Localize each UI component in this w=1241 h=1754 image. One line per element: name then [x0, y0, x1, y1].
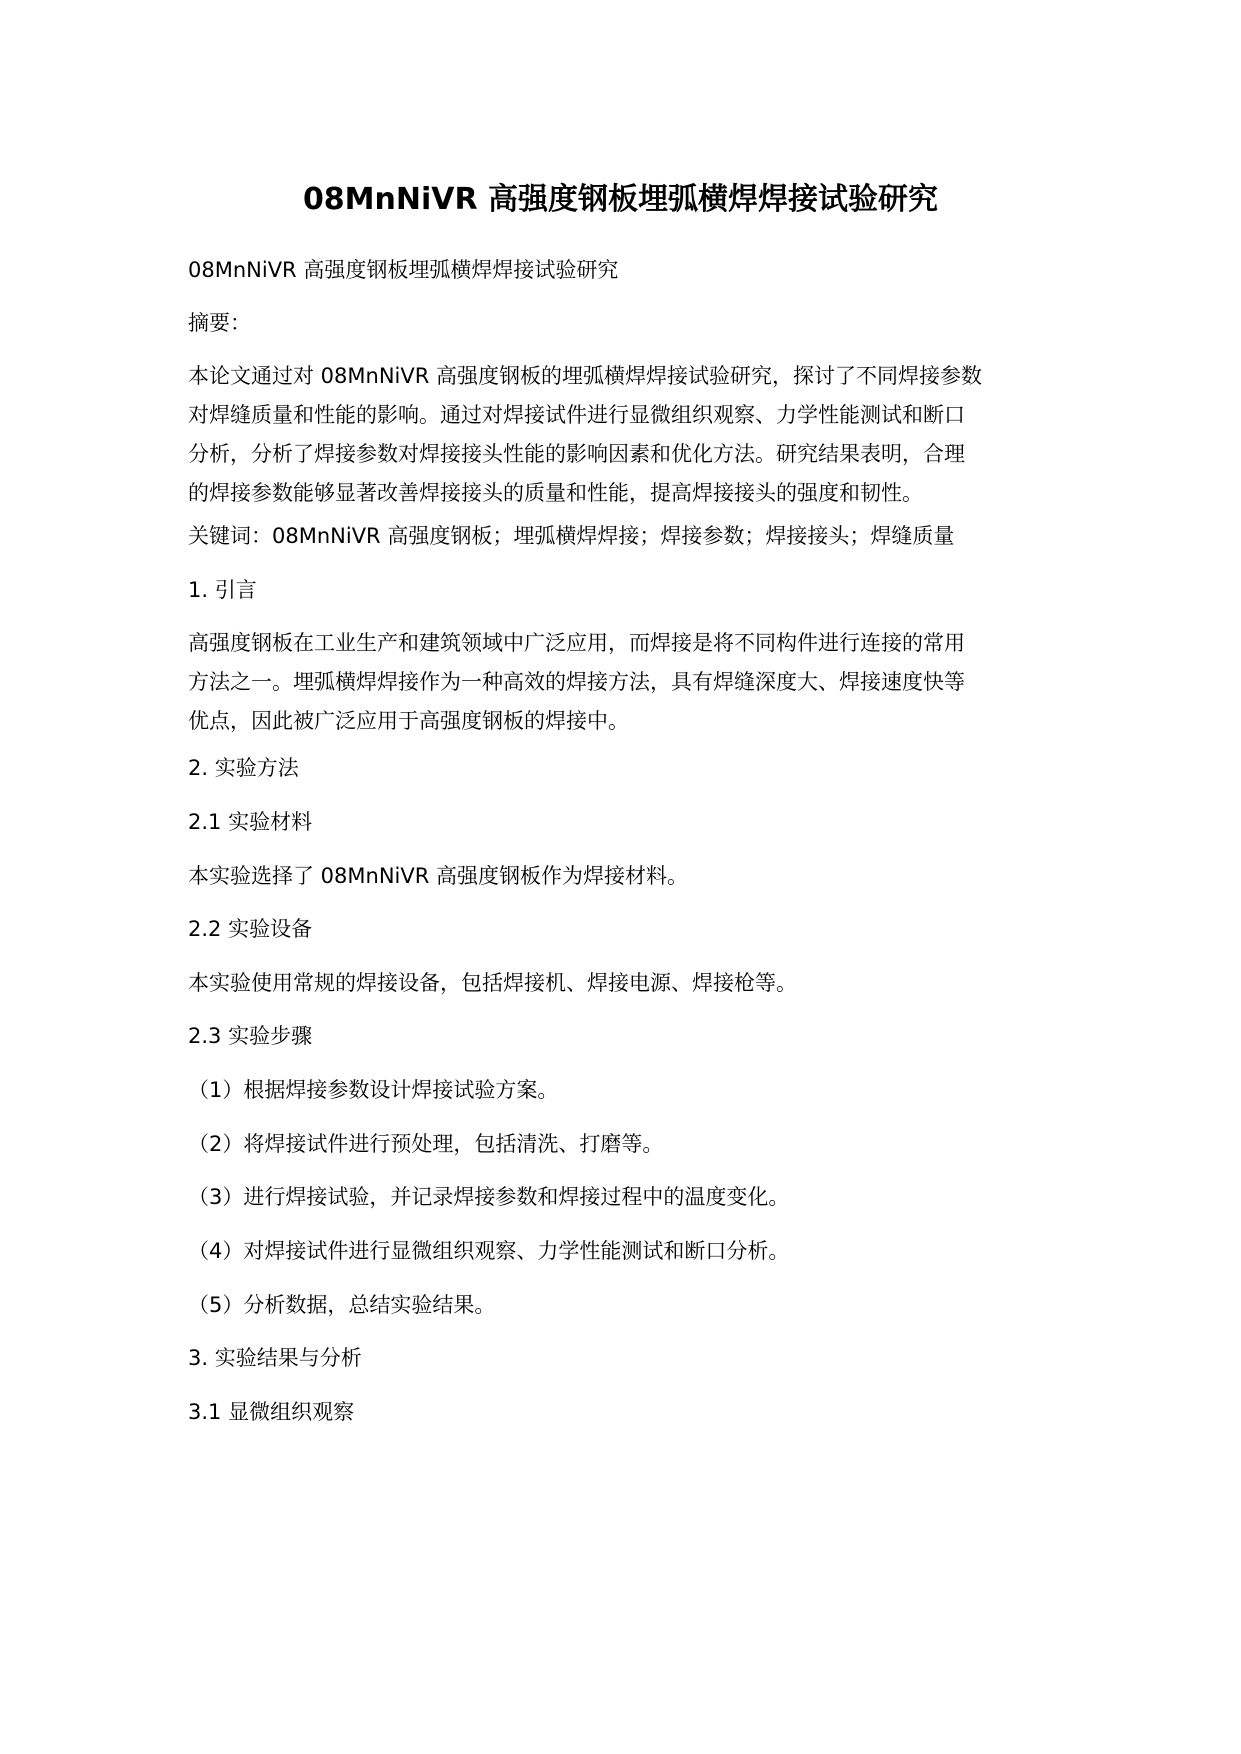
step-item: （1）根据焊接参数设计焊接试验方案。: [188, 1078, 559, 1102]
intro-line: 高强度钢板在工业生产和建筑领域中广泛应用，而焊接是将不同构件进行连接的常用: [188, 631, 965, 655]
abstract-paragraph: [188, 357, 1048, 513]
abstract-label: 摘要：: [188, 311, 251, 335]
intro-line: 优点，因此被广泛应用于高强度钢板的焊接中。: [188, 709, 629, 733]
keywords: 关键词：08MnNiVR 高强度钢板；埋弧横焊焊接；焊接参数；焊接接头；焊缝质量: [188, 524, 955, 548]
abstract-line: 对焊缝质量和性能的影响。通过对焊接试件进行显微组织观察、力学性能测试和断口: [188, 403, 965, 427]
abstract-line: 的焊接参数能够显著改善焊接接头的质量和性能，提高焊接接头的强度和韧性。: [188, 481, 923, 505]
step-item: （3）进行焊接试验，并记录焊接参数和焊接过程中的温度变化。: [188, 1185, 790, 1209]
section-heading-methods: 2. 实验方法: [188, 756, 299, 780]
intro-line: 方法之一。埋弧横焊焊接作为一种高效的焊接方法，具有焊缝深度大、焊接速度快等: [188, 670, 965, 694]
abstract-line: 本论文通过对 08MnNiVR 高强度钢板的埋弧横焊焊接试验研究，探讨了不同焊接参数: [188, 364, 982, 388]
step-item: （5）分析数据，总结实验结果。: [188, 1293, 496, 1317]
step-item: （2）将焊接试件进行预处理，包括清洗、打磨等。: [188, 1132, 664, 1156]
subsection-heading-microstructure: 3.1 显微组织观察: [188, 1400, 355, 1424]
materials-text: 本实验选择了 08MnNiVR 高强度钢板作为焊接材料。: [188, 864, 688, 888]
subsection-heading-equipment: 2.2 实验设备: [188, 917, 313, 941]
document-title: 08MnNiVR 高强度钢板埋弧横焊焊接试验研究: [302, 182, 939, 217]
abstract-line: 分析，分析了焊接参数对焊接接头性能的影响因素和优化方法。研究结果表明，合理: [188, 442, 965, 466]
step-item: （4）对焊接试件进行显微组织观察、力学性能测试和断口分析。: [188, 1239, 790, 1263]
section-heading-intro: 1. 引言: [188, 578, 257, 602]
section-heading-results: 3. 实验结果与分析: [188, 1346, 362, 1370]
subsection-heading-materials: 2.1 实验材料: [188, 810, 313, 834]
subsection-heading-steps: 2.3 实验步骤: [188, 1024, 313, 1048]
intro-paragraph: [188, 624, 1048, 741]
subtitle: 08MnNiVR 高强度钢板埋弧横焊焊接试验研究: [188, 258, 619, 282]
equipment-text: 本实验使用常规的焊接设备，包括焊接机、焊接电源、焊接枪等。: [188, 971, 797, 995]
